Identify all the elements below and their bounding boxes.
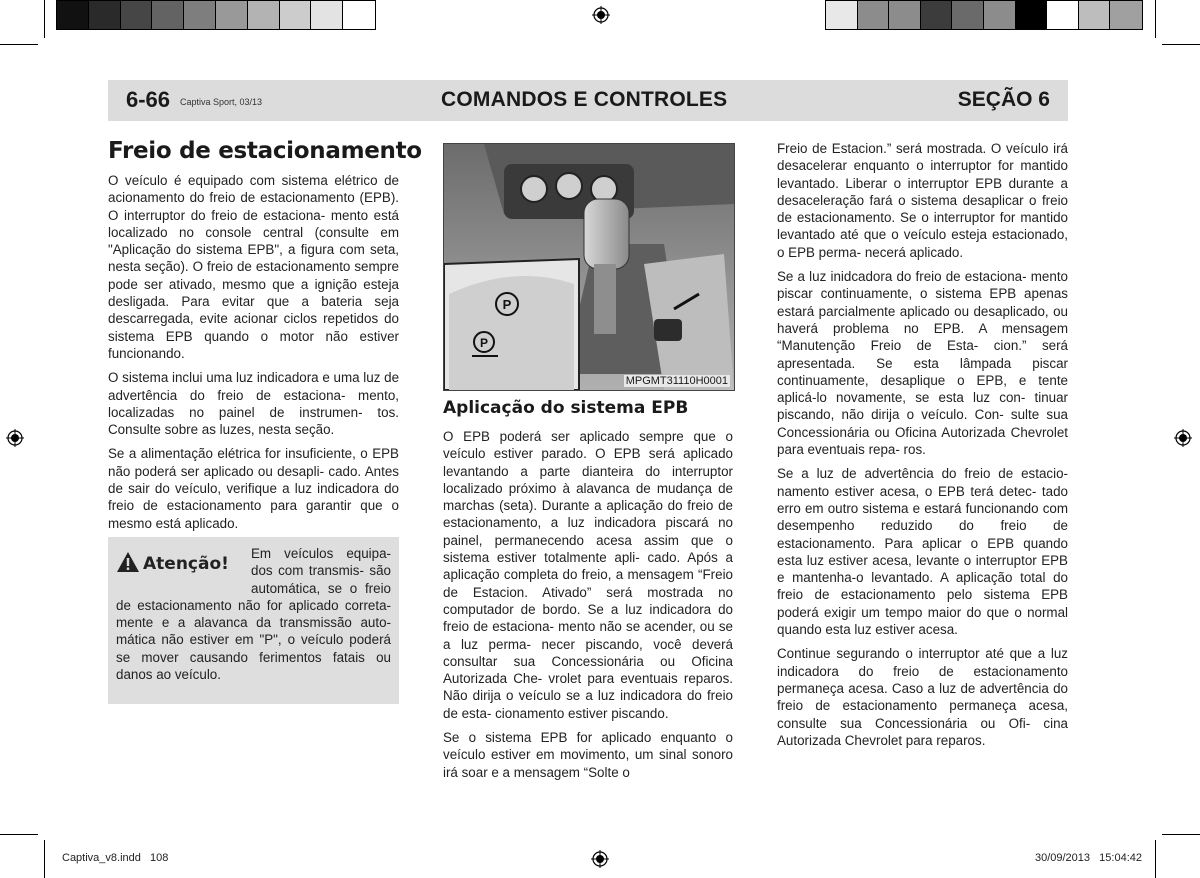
paragraph: Se o sistema EPB for aplicado enquanto o veículo estiver em movimento, um sinal sonoro irá soar e a mensagem “Solte o: [443, 730, 733, 780]
crop-mark: [44, 0, 45, 38]
registration-mark-top-icon: [592, 6, 610, 24]
color-swatch: [343, 1, 375, 29]
footer-file: Captiva_v8.indd 108: [62, 852, 169, 864]
registration-mark-bottom-icon: [591, 850, 609, 868]
color-swatch: [152, 1, 184, 29]
figure-code: MPGMT31110H0001: [625, 375, 728, 387]
crop-mark: [1155, 0, 1156, 38]
color-swatch: [57, 1, 89, 29]
crop-mark: [44, 840, 45, 878]
section-title: Freio de estacionamento: [108, 138, 422, 164]
color-swatch: [311, 1, 343, 29]
paragraph: O EPB poderá ser aplicado sempre que o veículo estiver parado. O EPB será aplicado levantando a parte dianteira do interruptor localizado próximo à alavanca de mudança de marchas (seta). Durante a aplicação do freio de estacionamento, a luz indicadora piscará no painel, permanecendo acesa assim que o sistema estiver totalmente apli- cado. Após a aplicação completa do freio, a mensagem “Freio de Estacion. Ativado” será mostrada no computador de bordo. Se a luz indicadora do freio de estaciona- mento não se acender, ou se a luz perma- necer piscando, você deverá consultar sua Concessionária ou Oficina Autorizada Che- vrolet para eventuais reparos. Não dirija o veículo se a luz indicadora do freio de esta- cionamento estiver piscando.: [443, 429, 733, 721]
svg-text:P: P: [502, 297, 512, 312]
crop-mark: [1155, 840, 1156, 878]
registration-mark-right-icon: [1174, 429, 1192, 447]
color-swatch: [984, 1, 1016, 29]
color-swatch: [1047, 1, 1079, 29]
warning-triangle-icon: [116, 551, 140, 577]
epb-switch-photo: [443, 143, 735, 391]
crop-mark: [0, 834, 38, 835]
crop-mark: [1162, 44, 1200, 45]
color-swatch: [248, 1, 280, 29]
column-1: [108, 172, 399, 539]
section-label: SEÇÃO 6: [957, 88, 1050, 111]
color-swatch: [280, 1, 312, 29]
color-swatch: [1016, 1, 1048, 29]
paragraph: O sistema inclui uma luz indicadora e uma luz de advertência do freio de estaciona- mento, localizadas no painel de instrumen- tos. Consulte sobre as luzes, nesta seção.: [108, 370, 400, 438]
paragraph: Se a luz de advertência do freio de estacio- namento estiver acesa, o EPB terá detec- tado erro em outro sistema e estará funcionando com desempenho reduzido do freio de estacionamento. Para aplicar o EPB quando esta luz estiver acesa, levante o interruptor EPB e mantenha-o levantado. A aplicação total do freio de estacionamento pelo sistema EPB poderá exigir um tempo maior do que o normal quando esta luz estiver acesa.: [777, 466, 1068, 638]
column-2: [443, 428, 733, 788]
color-swatch: [1079, 1, 1111, 29]
manual-edition: Captiva Sport, 03/13: [180, 97, 263, 107]
color-swatch: [121, 1, 153, 29]
color-swatch: [921, 1, 953, 29]
attention-header: [116, 545, 251, 581]
page-number: 6-66: [126, 87, 171, 112]
paragraph: Freio de Estacion.” será mostrada. O veículo irá desacelerar enquanto o interruptor for mantido levantado. Liberar o interruptor EPB durante a desaceleração fará o sistema desaplicar o freio de estacionamento. Se o interruptor for mantido levantado até que o veículo esteja estacionado, o EPB perma- necerá aplicado.: [777, 141, 1068, 260]
color-bar-left: [56, 0, 376, 30]
color-swatch: [89, 1, 121, 29]
color-swatch: [216, 1, 248, 29]
color-swatch: [952, 1, 984, 29]
chapter-title: COMANDOS E CONTROLES: [441, 88, 728, 111]
paragraph: O veículo é equipado com sistema elétrico de acionamento do freio de estacionamento (EPB). O interruptor do freio de estaciona- mento está localizado no console central (consulte em "Aplicação do sistema EPB", a figura com seta, nesta seção). O freio de estacionamento sempre pode ser ativado, mesmo que a ignição esteja desligada. Para evitar que a bateria seja descarregada, evite acionar ciclos repetidos do sistema EPB quando o motor não estiver funcionando.: [108, 173, 399, 361]
footer-timestamp: 30/09/2013 15:04:42: [1034, 852, 1142, 864]
paragraph: Se a alimentação elétrica for insuficiente, o EPB não poderá ser aplicado ou desapli- cado. Antes de sair do veículo, verifique a luz indicadora do freio de estacionamento para garantir que o mesmo está aplicado.: [108, 446, 399, 531]
color-swatch: [184, 1, 216, 29]
color-swatch: [858, 1, 890, 29]
paragraph: Continue segurando o interruptor até que a luz indicadora do freio de estacionamento permaneça acesa. Caso a luz de advertência do freio de estacionamento permaneça acesa, consulte sua Concessionária ou Ofi- cina Autorizada Chevrolet para reparos.: [777, 646, 1068, 748]
color-bar-right: [825, 0, 1143, 30]
svg-text:P: P: [479, 336, 489, 350]
registration-mark-left-icon: [6, 429, 24, 447]
crop-mark: [0, 44, 38, 45]
color-swatch: [826, 1, 858, 29]
color-swatch: [889, 1, 921, 29]
attention-body: [116, 545, 391, 683]
column-3: [777, 140, 1068, 756]
subsection-title: Aplicação do sistema EPB: [443, 398, 689, 418]
attention-box: [108, 537, 399, 704]
attention-text: Em veículos equipa- dos com transmis- são automática, se o freio de estacionamento não for aplicado correta- mente e a alavanca da transmissão auto- mática não estiver em "P", o veículo poderá se mover causando ferimentos fatais ou danos ao veículo.: [116, 546, 391, 683]
epb-photo-illustration: [444, 144, 734, 390]
crop-mark: [1162, 834, 1200, 835]
paragraph: Se a luz inidcadora do freio de estaciona- mento piscar continuamente, o sistema EPB apenas estará parcialmente aplicado ou desaplicado, ou haverá problema no EPB. A mensagem “Manutenção Freio de Esta- cion.” será apresentada. Se esta lâmpada piscar continuamente, desaplique o EPB, e tente aplicá-lo novamente, se esta luz con- tinuar piscando, não dirija o veículo. Con- sulte sua Concessionária ou Oficina Autorizada Chevrolet para eventuais repa- ros.: [777, 269, 1068, 458]
color-swatch: [1110, 1, 1142, 29]
page-header: [108, 80, 1068, 121]
attention-title: Atenção!: [143, 553, 229, 574]
